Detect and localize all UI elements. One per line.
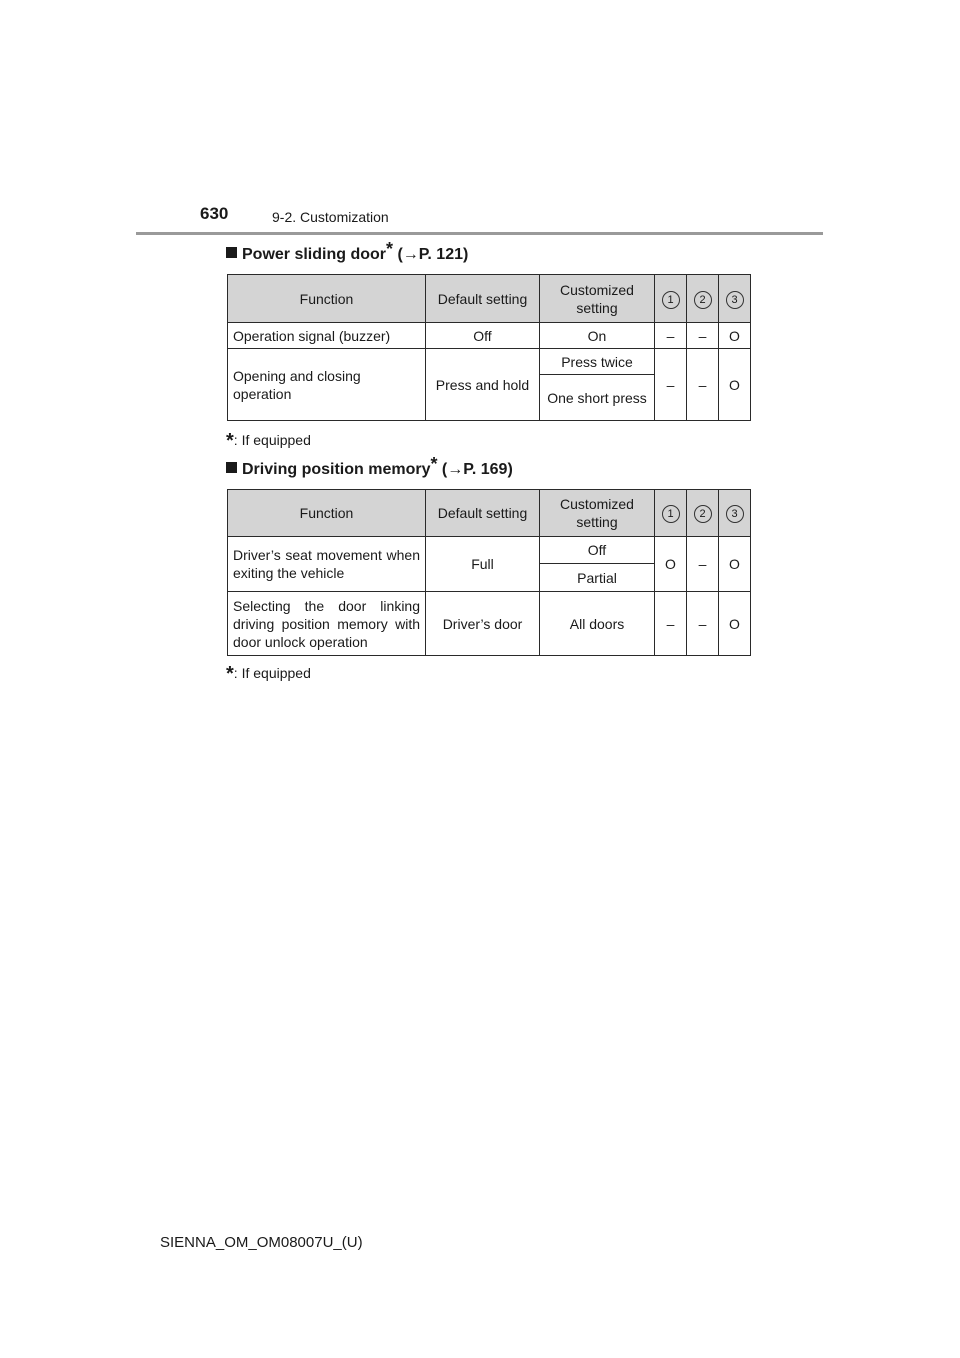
cell-function: Driver’s seat movement when exiting the vehicle — [228, 537, 426, 592]
cell-default: Off — [426, 323, 540, 349]
cell-col-2: – — [687, 349, 719, 421]
asterisk-icon: * — [226, 430, 234, 452]
heading-reference: (→P. 121) — [393, 246, 469, 263]
cell-col-2: – — [687, 537, 719, 592]
header-col-3 — [719, 490, 751, 537]
table-header-row — [228, 490, 751, 537]
table-row — [228, 349, 751, 375]
table-row — [228, 537, 751, 564]
circled-number-1-icon: 1 — [662, 505, 680, 523]
table-header-row — [228, 275, 751, 323]
header-default-setting: Default setting — [426, 275, 540, 323]
header-customized-setting: Customized setting — [540, 490, 655, 537]
heading-text: Driving position memory — [242, 461, 431, 478]
header-col-2 — [687, 275, 719, 323]
cell-default: Driver’s door — [426, 592, 540, 656]
header-divider — [136, 232, 823, 235]
cell-col-1: O — [655, 537, 687, 592]
cell-custom: Off — [540, 537, 655, 564]
asterisk-icon: * — [430, 454, 438, 474]
cell-custom: One short press — [540, 375, 655, 421]
header-col-1 — [655, 490, 687, 537]
section-title: 9-2. Customization — [272, 209, 389, 225]
header-col-1 — [655, 275, 687, 323]
header-default-setting: Default setting — [426, 490, 540, 537]
cell-col-3: O — [719, 349, 751, 421]
circled-number-1-icon: 1 — [662, 291, 680, 309]
cell-custom: On — [540, 323, 655, 349]
table-row — [228, 592, 751, 656]
page-number: 630 — [200, 204, 229, 223]
driving-position-memory-table — [227, 489, 751, 656]
heading-text: Power sliding door — [242, 246, 387, 263]
cell-col-1: – — [655, 592, 687, 656]
header-col-2 — [687, 490, 719, 537]
asterisk-icon: * — [386, 239, 394, 259]
footnote — [226, 428, 311, 451]
square-bullet-icon — [226, 462, 237, 473]
asterisk-icon: * — [226, 663, 234, 685]
cell-default: Full — [426, 537, 540, 592]
document-footer: SIENNA_OM_OM08007U_(U) — [160, 1234, 363, 1251]
cell-custom: Press twice — [540, 349, 655, 375]
cell-default: Press and hold — [426, 349, 540, 421]
cell-col-2: – — [687, 592, 719, 656]
header-function: Function — [228, 275, 426, 323]
table-row — [228, 323, 751, 349]
power-sliding-door-table — [227, 274, 751, 421]
cell-custom: Partial — [540, 564, 655, 592]
circled-number-2-icon: 2 — [694, 291, 712, 309]
cell-custom: All doors — [540, 592, 655, 656]
cell-function: Selecting the door linking driving position memory with door unlock operation — [228, 592, 426, 656]
square-bullet-icon — [226, 247, 237, 258]
cell-col-2: – — [687, 323, 719, 349]
power-sliding-door-heading — [226, 239, 469, 264]
cell-function: Operation signal (buzzer) — [228, 323, 426, 349]
header-customized-setting: Customized setting — [540, 275, 655, 323]
footnote-text: : If equipped — [233, 665, 311, 681]
cell-col-1: – — [655, 323, 687, 349]
driving-position-memory-heading — [226, 454, 513, 479]
header-col-3 — [719, 275, 751, 323]
footnote-text: : If equipped — [233, 432, 311, 448]
footnote — [226, 661, 311, 684]
cell-function: Opening and closing operation — [228, 349, 426, 421]
cell-col-3: O — [719, 592, 751, 656]
circled-number-2-icon: 2 — [694, 505, 712, 523]
header-function: Function — [228, 490, 426, 537]
cell-col-1: – — [655, 349, 687, 421]
cell-col-3: O — [719, 323, 751, 349]
cell-col-3: O — [719, 537, 751, 592]
circled-number-3-icon: 3 — [726, 505, 744, 523]
heading-reference: (→P. 169) — [437, 461, 513, 478]
circled-number-3-icon: 3 — [726, 291, 744, 309]
